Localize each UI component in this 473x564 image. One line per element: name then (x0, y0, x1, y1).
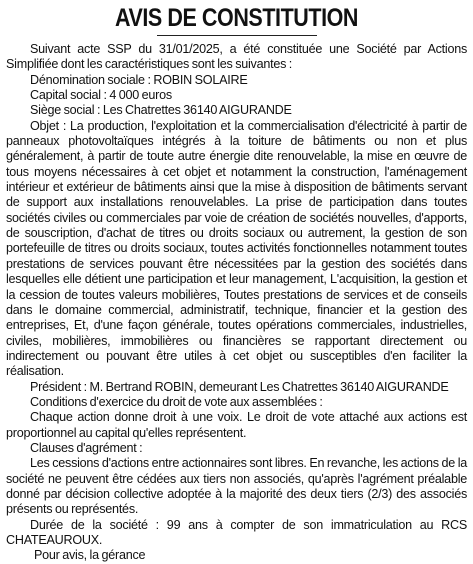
capital-line: Capital social : 4 000 euros (30, 88, 172, 103)
title-underline (157, 35, 317, 36)
conditions-heading: Conditions d'exercice du droit de vote aux assemblées : (30, 394, 323, 409)
notice-title: AVIS DE CONSTITUTION (114, 4, 359, 32)
denomination-line: Dénomination sociale : ROBIN SOLAIRE (30, 72, 248, 87)
agrement-heading: Clauses d'agrément : (30, 440, 143, 455)
agrement-paragraph: Les cessions d'actions entre actionnaires sont libres. En revanche, les actions de la société ne peuvent être cédées aux tiers non associés, qu'après l'agrément préalable donné par décision collective adoptée à la majorité des deux tiers (2/3) des associés présents ou représentés. (6, 456, 467, 517)
siege-line: Siège social : Les Chatrettes 36140 AIGURANDE (30, 103, 292, 118)
objet-paragraph: Objet : La production, l'exploitation et la commercialisation d'électricité à partir de panneaux photovoltaïques intégrés à la toiture de bâtiments ou non et plus généralement, à partir de toute autre énergie dite renouvelable, la mise en œuvre de tous moyens nécessaires à cet objet et notamment la construction, l'aménagement intérieur et extérieur de bâtiments ainsi que la mise à disposition de bâtiments servant de support aux installations renouvelables. La prise de participation dans toutes sociétés civiles ou commerciales par voie de création de sociétés nouvelles, d'apports, de souscription, d'achat de titres ou droits sociaux ou autrement, la gestion de son portefeuille de titres ou droits sociaux, toutes activités fonctionnelles notamment toutes prestations de services pouvant être nécessitées par la gestion des sociétés dans lesquelles elle détient une participation et leur management, L'acquisition, la gestion et la cession de toutes valeurs mobilières, Toutes prestations de services et de conseils dans le domaine commercial, administratif, technique, financier et la gestion des entreprises, Et, d'une façon générale, toutes opérations commerciales, industrielles, civiles, mobilières, immobilières ou financières se rapportant directement ou indirectement ou pouvant être utiles à cet objet ou susceptibles d'en faciliter la réalisation. (6, 118, 467, 379)
conditions-paragraph: Chaque action donne droit à une voix. Le droit de vote attaché aux actions est proportionnel au capital qu'elles représentent. (6, 410, 467, 440)
president-line: Président : M. Bertrand ROBIN, demeurant Les Chatrettes 36140 AIGURANDE (30, 379, 449, 394)
notice-body (6, 42, 467, 564)
intro-paragraph: Suivant acte SSP du 31/01/2025, a été constituée une Société par Actions Simplifiée dont les caractéristiques sont les suivantes : (6, 42, 467, 72)
duree-paragraph: Durée de la société : 99 ans à compter de son immatriculation au RCS CHATEAUROUX. (6, 517, 467, 547)
signature-line: Pour avis, la gérance (34, 548, 146, 563)
